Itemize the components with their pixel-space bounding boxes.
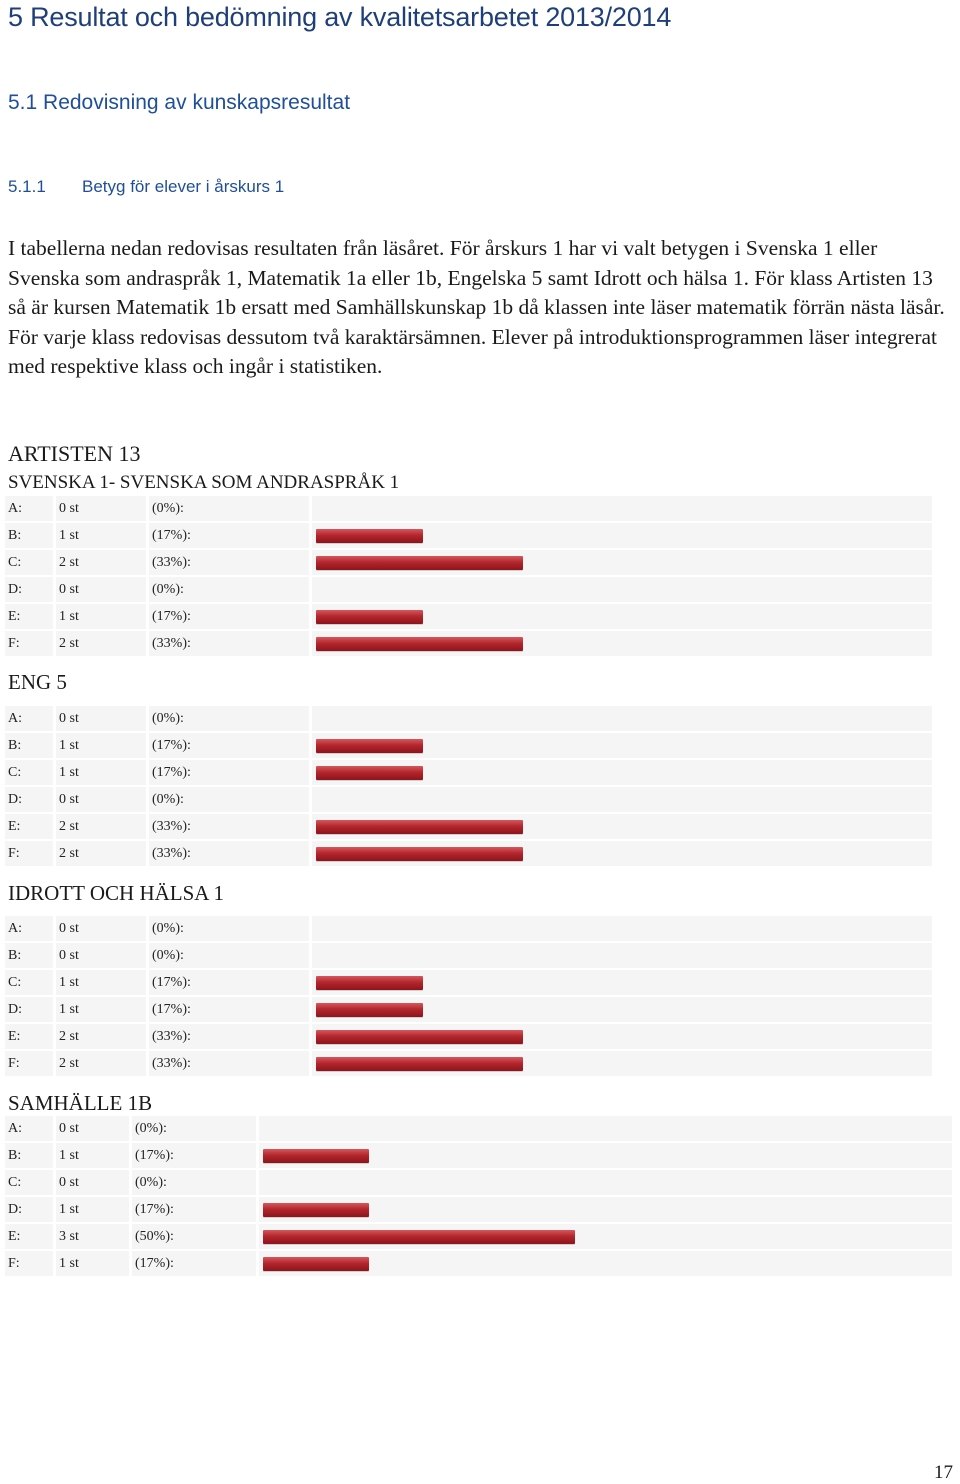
grade-row	[5, 1051, 932, 1076]
bar-cell	[259, 1224, 952, 1249]
class-title: ARTISTEN 13	[8, 441, 141, 466]
bar-cell	[312, 787, 932, 812]
grade-percent: (33%):	[149, 550, 309, 575]
chart-title-eng: ENG 5	[8, 670, 67, 694]
grade-label: A:	[5, 706, 53, 731]
grade-count: 2 st	[56, 814, 146, 839]
grade-label: B:	[5, 1143, 53, 1168]
bar-cell	[312, 523, 932, 548]
grade-percent: (17%):	[149, 523, 309, 548]
grade-count: 3 st	[56, 1224, 129, 1249]
grade-row	[5, 706, 932, 731]
grade-bar	[316, 1003, 423, 1017]
grade-percent: (17%):	[132, 1251, 256, 1276]
grade-count: 0 st	[56, 577, 146, 602]
grade-count: 1 st	[56, 1197, 129, 1222]
grade-row	[5, 787, 932, 812]
bar-cell	[312, 604, 932, 629]
grade-percent: (17%):	[132, 1143, 256, 1168]
page-heading: 5 Resultat och bedömning av kvalitetsarbetet 2013/2014	[8, 2, 672, 32]
grade-row	[5, 523, 932, 548]
bar-cell	[259, 1116, 952, 1141]
grade-row	[5, 496, 932, 521]
grade-bar	[316, 739, 423, 753]
grade-row	[5, 631, 932, 656]
grade-percent: (0%):	[132, 1116, 256, 1141]
grade-bar	[316, 820, 523, 834]
grade-percent: (0%):	[149, 577, 309, 602]
grade-count: 0 st	[56, 787, 146, 812]
grade-label: E:	[5, 814, 53, 839]
grade-label: B:	[5, 733, 53, 758]
grade-label: D:	[5, 997, 53, 1022]
grade-row	[5, 841, 932, 866]
bar-cell	[312, 1024, 932, 1049]
bar-cell	[312, 970, 932, 995]
grade-bar	[263, 1149, 369, 1163]
grade-count: 2 st	[56, 841, 146, 866]
grade-percent: (0%):	[149, 496, 309, 521]
grade-label: D:	[5, 1197, 53, 1222]
grade-row	[5, 604, 932, 629]
grade-bar	[316, 556, 523, 570]
grade-row	[5, 997, 932, 1022]
grade-bar	[316, 976, 423, 990]
grade-label: E:	[5, 1024, 53, 1049]
bar-cell	[312, 943, 932, 968]
grade-row	[5, 577, 932, 602]
grade-bar	[316, 529, 423, 543]
grade-label: B:	[5, 943, 53, 968]
grade-label: F:	[5, 1051, 53, 1076]
bar-cell	[312, 997, 932, 1022]
grade-percent: (33%):	[149, 814, 309, 839]
grade-bar	[263, 1230, 575, 1244]
grade-percent: (0%):	[149, 787, 309, 812]
section-heading: 5.1 Redovisning av kunskapsresultat	[8, 91, 351, 114]
grade-row	[5, 1197, 952, 1222]
grade-bar	[263, 1203, 369, 1217]
grade-label: A:	[5, 496, 53, 521]
grade-count: 1 st	[56, 970, 146, 995]
bar-cell	[259, 1197, 952, 1222]
grade-count: 0 st	[56, 706, 146, 731]
grade-bar	[316, 766, 423, 780]
grade-bar	[316, 637, 523, 651]
bar-cell	[312, 496, 932, 521]
grade-count: 0 st	[56, 943, 146, 968]
chart-title-svenska: SVENSKA 1- SVENSKA SOM ANDRASPRÅK 1	[8, 472, 400, 493]
grade-percent: (17%):	[149, 997, 309, 1022]
grade-percent: (33%):	[149, 631, 309, 656]
grade-row	[5, 916, 932, 941]
grade-percent: (33%):	[149, 841, 309, 866]
chart-title-samhalle: SAMHÄLLE 1B	[8, 1091, 153, 1115]
grade-percent: (33%):	[149, 1024, 309, 1049]
grade-label: C:	[5, 970, 53, 995]
bar-cell	[312, 706, 932, 731]
bar-cell	[312, 1051, 932, 1076]
bar-cell	[312, 841, 932, 866]
grade-label: C:	[5, 760, 53, 785]
grade-label: B:	[5, 523, 53, 548]
grade-count: 2 st	[56, 1051, 146, 1076]
grade-table-eng	[2, 704, 935, 868]
bar-cell	[312, 814, 932, 839]
grade-count: 1 st	[56, 997, 146, 1022]
intro-paragraph: I tabellerna nedan redovisas resultaten från läsåret. För årskurs 1 har vi valt betygen i Svenska 1 eller Svenska som andraspråk 1, Matematik 1a eller 1b, Engelska 5 samt Idrott och hälsa 1. För klass Artisten 13 så är kursen Matematik 1b ersatt med Samhällskunskap 1b då klassen inte läser matematik förrän nästa läsår. För varje klass redovisas dessutom två karaktärsämnen. Elever på introduktionsprogrammen läser integrerat med respektive klass och ingår i statistiken.	[8, 236, 945, 378]
grade-count: 1 st	[56, 604, 146, 629]
grade-label: E:	[5, 604, 53, 629]
grade-label: F:	[5, 841, 53, 866]
grade-percent: (0%):	[149, 916, 309, 941]
grade-count: 2 st	[56, 550, 146, 575]
grade-row	[5, 1224, 952, 1249]
bar-cell	[312, 631, 932, 656]
grade-count: 1 st	[56, 523, 146, 548]
bar-cell	[312, 760, 932, 785]
grade-count: 1 st	[56, 760, 146, 785]
grade-percent: (17%):	[132, 1197, 256, 1222]
grade-count: 2 st	[56, 631, 146, 656]
grade-label: A:	[5, 1116, 53, 1141]
grade-count: 0 st	[56, 916, 146, 941]
grade-label: F:	[5, 1251, 53, 1276]
grade-label: C:	[5, 1170, 53, 1195]
subsection-heading	[8, 177, 284, 197]
grade-percent: (17%):	[149, 604, 309, 629]
subsection-title: Betyg för elever i årskurs 1	[82, 177, 285, 196]
bar-cell	[312, 577, 932, 602]
grade-row	[5, 1143, 952, 1168]
grade-percent: (33%):	[149, 1051, 309, 1076]
grade-bar	[316, 1057, 523, 1071]
bar-cell	[312, 550, 932, 575]
grade-row	[5, 943, 932, 968]
grade-count: 2 st	[56, 1024, 146, 1049]
grade-label: F:	[5, 631, 53, 656]
grade-count: 0 st	[56, 1170, 129, 1195]
grade-count: 1 st	[56, 733, 146, 758]
grade-row	[5, 1251, 952, 1276]
grade-row	[5, 970, 932, 995]
grade-count: 1 st	[56, 1251, 129, 1276]
grade-table-idrott	[2, 914, 935, 1078]
chart-title-idrott: IDROTT OCH HÄLSA 1	[8, 881, 225, 905]
grade-percent: (17%):	[149, 733, 309, 758]
grade-row	[5, 760, 932, 785]
grade-bar	[316, 847, 523, 861]
grade-count: 0 st	[56, 1116, 129, 1141]
grade-percent: (0%):	[149, 943, 309, 968]
grade-bar	[263, 1257, 369, 1271]
grade-row	[5, 1170, 952, 1195]
grade-label: A:	[5, 916, 53, 941]
subsection-number: 5.1.1	[8, 177, 46, 196]
grade-bar	[316, 610, 423, 624]
bar-cell	[259, 1170, 952, 1195]
grade-row	[5, 1024, 932, 1049]
grade-count: 0 st	[56, 496, 146, 521]
grade-percent: (17%):	[149, 970, 309, 995]
grade-bar	[316, 1030, 523, 1044]
grade-label: D:	[5, 577, 53, 602]
page-number: 17	[934, 1462, 953, 1483]
bar-cell	[259, 1143, 952, 1168]
bar-cell	[312, 916, 932, 941]
grade-row	[5, 550, 932, 575]
grade-row	[5, 733, 932, 758]
bar-cell	[259, 1251, 952, 1276]
grade-percent: (0%):	[149, 706, 309, 731]
bar-cell	[312, 733, 932, 758]
grade-percent: (17%):	[149, 760, 309, 785]
grade-label: E:	[5, 1224, 53, 1249]
grade-label: C:	[5, 550, 53, 575]
grade-table-svenska	[2, 494, 935, 658]
grade-row	[5, 1116, 952, 1141]
grade-row	[5, 814, 932, 839]
grade-percent: (50%):	[132, 1224, 256, 1249]
grade-percent: (0%):	[132, 1170, 256, 1195]
grade-count: 1 st	[56, 1143, 129, 1168]
grade-table-samhalle	[2, 1114, 955, 1278]
grade-label: D:	[5, 787, 53, 812]
